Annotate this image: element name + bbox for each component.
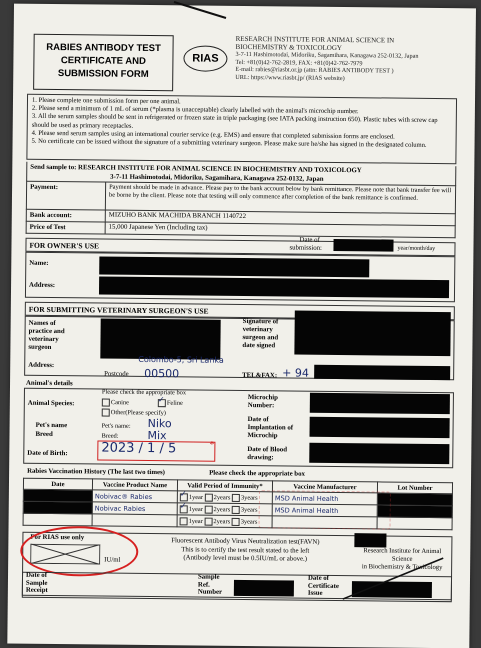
- pet-name-value: Niko: [147, 417, 172, 431]
- table-row: Nobivac Rabies ✓ 1year 2years 3years MSD Animal Health: [23, 501, 452, 517]
- vet-signature-label: Signature of veterinary surgeon and date signed: [242, 317, 279, 350]
- form-sheet: RABIES ANTIBODY TEST CERTIFICATE AND SUBMISSION FORM RIAS RESEARCH INSTITUTE FOR ANIMAL SCIENCE IN BIOCHEMISTRY & TOXICOLOGY 3-7-11 Hashimotodai, Midoriku, Sagamihara, Kanagawa 252-0132, Japan Tel: +81(0)42-762-2819, FAX: +81(0)42-762-7979 E-mail: rabies@riasbt.or.jp (attn: RABIES ANTIBODY TEST ) URL: https://www.riasbt.jp/ (RIAS website) 1. Please complete one submission form per one animal. 2. Please send a minimum of 1 mL of serum (*plasma is unacceptable) clearly labelled with the animal's microchip number. 3. All the serum samples should be sent in refrigerated or frozen state in triple packaging (see IATA packing instruction 650). Plastic tubes with screw cap should be used as primary receptacles. 4. Please send serum samples using an international courier service (e.g. EMS) and ensure that completed submission forms are enclosed. 5. No certificate can be issued without the signature of a submitting veterinary surgeon. Please make sure he/she has signed in the designated column. Send sample to: RESEARCH INSTITUTE FOR ANIMAL SCIENCE IN BIOCHEMISTRY AND TOXICOLOGY 3-7-11 Hashimotodai, Midoriku, Sagamihara, Kanagawa 252-0132, Japan Payment: Payment should be made in advance. Please pay to the bank account below by bank remittance. Please note that bank transfer fee will be borne by the client. Please note that testing will only commence after completion of the bank remittance is confirmed. Bank account: MIZUHO BANK MACHIDA BRANCH 1140722 Price of Test 15,000 Japanese Yen (Including tax) FOR OWNER'S USE Date of submission: year/month/day Name: Address: FOR SUBMITTING VETERINARY SURGEON'S USE Names of practice and veterinary surgeon Signature of veterinary surgeon and date signed Address: Colombo-5, Sri Lanka Postcode 00500 TEL&FAX: + 94 Animal's details Please check the appropriate box Animal Species: Canine ✓ Feline Other(Please specify) Microchip Number: Pet's name Breed Pet's name: Niko Breed: Mix Date of Implantation of Microchip Date of Birth: 2023 / 1 / 5 * Date of Blood drawing: Rabies Vaccination History (The last two times) Please check the appropriate box Date Vaccine Product Name Valid Period of Immunity* Vaccine Manufacturer Lot Number Nobivac® Rabies ✓ 1year 2years 3years MSD Animal Health Nobivac Rabies ✓ 1year 2years 3years MSD Animal Health 1year 2years 3years For RIAS use only IU/ml Fluorescent Antibody Virus Neutralization test(FAVN) This is to certify the test result stated to the left (Antibody level must be 0.5IU/mL or above.) Research Institute for Animal Science in Biochemistry & Toxicology Date of Sample Receipt Sample Ref. Number Date of Certificate Issue: [7, 4, 476, 648]
- breed-value: Mix: [147, 429, 167, 443]
- title-line: RABIES ANTIBODY TEST: [46, 41, 161, 55]
- redacted-ref: [234, 580, 294, 597]
- checkbox-checked[interactable]: [180, 493, 188, 501]
- title-line: SUBMISSION FORM: [57, 68, 149, 80]
- species-canine[interactable]: Canine: [102, 399, 129, 407]
- vet-names-label: Names of practice and veterinary surgeon: [28, 319, 65, 351]
- redacted-date-cell: [23, 489, 92, 502]
- pen-strike-icon: [338, 555, 448, 602]
- redacted-stamp: [354, 533, 386, 547]
- title-line: CERTIFICATE AND: [60, 55, 146, 67]
- species-other[interactable]: Other(Please specify): [102, 409, 166, 418]
- bank-row: Bank account: MIZUHO BANK MACHIDA BRANCH 1140722: [26, 210, 456, 227]
- redacted-blood-date: [309, 443, 449, 464]
- clinic-stamp-mark: [259, 490, 391, 529]
- redacted-microchip: [310, 393, 450, 414]
- table-row: Nobivac® Rabies ✓ 1year 2years 3years MSD Animal Health: [23, 489, 452, 505]
- rias-stamp-text: Research Institute for Animal Science in Biochemistry & Toxicology: [361, 547, 443, 572]
- instructions-box: 1. Please complete one submission form per one animal. 2. Please send a minimum of 1 mL of serum (*plasma is unacceptable) clearly labelled with the animal's microchip number. 3. All the serum samples should be sent in refrigerated or frozen state in triple packaging (see IATA packing instruction 650). Plastic tubes with screw cap should be used as primary receptacles. 4. Please send serum samples using an international courier service (e.g. EMS) and ensure that completed submission forms are enclosed. 5. No certificate can be issued without the signature of a submitting veterinary surgeon. Please make sure he/she has signed in the designated column.: [26, 94, 457, 164]
- redacted-date: [333, 239, 393, 252]
- redacted-phone: [314, 365, 450, 380]
- dob-value: 2023 / 1 / 5: [101, 440, 177, 457]
- table-header: Date Vaccine Product Name Valid Period of Immunity* Vaccine Manufacturer Lot Number: [23, 478, 452, 493]
- price-row: Price of Test 15,000 Japanese Yen (Including tax): [26, 222, 456, 239]
- favn-text: Fluorescent Antibody Virus Neutralization test(FAVN) This is to certify the test result stated to the left (Antibody level must be 0.5IU/mL or above.): [171, 537, 320, 563]
- checkbox[interactable]: [102, 399, 110, 407]
- vet-section-header: FOR SUBMITTING VETERINARY SURGEON'S USE: [25, 302, 455, 321]
- pen-mark-icon: [170, 0, 230, 22]
- checkbox[interactable]: [232, 505, 240, 513]
- rias-logo: RIAS: [183, 45, 227, 71]
- checkbox[interactable]: [205, 493, 213, 501]
- redacted-date-cell: [23, 501, 92, 514]
- redacted-signature: [294, 311, 450, 357]
- form-title: [33, 34, 174, 91]
- checkbox[interactable]: [102, 409, 110, 417]
- asterisk-icon: *: [209, 439, 215, 451]
- table-row: 1year 2years 3years: [23, 513, 452, 529]
- checkbox[interactable]: [232, 517, 240, 525]
- payment-row: Payment: Payment should be made in advance. Please pay to the bank account below by bank remittance. Please note that bank transfer fee will be borne by the client. Please note that testing will only commence after completion of the bank remittance is confirmed.: [26, 182, 456, 215]
- checkbox-checked[interactable]: [180, 505, 188, 513]
- checkbox[interactable]: [180, 517, 188, 525]
- redacted-implant-date: [309, 417, 449, 438]
- checkbox[interactable]: [232, 493, 240, 501]
- checkbox[interactable]: [205, 505, 213, 513]
- redacted-vet-name: [100, 319, 220, 360]
- send-to: Send sample to: RESEARCH INSTITUTE FOR ANIMAL SCIENCE IN BIOCHEMISTRY AND TOXICOLOGY 3-7-11 Hashimotodai, Midoriku, Sagamihara, Kanagawa 252-0132, Japan: [26, 162, 456, 187]
- species-feline[interactable]: ✓ Feline: [158, 399, 183, 407]
- owner-section-header: FOR OWNER'S USE: [25, 238, 455, 257]
- redacted-owner-address: [99, 276, 449, 298]
- org-address: RESEARCH INSTITUTE FOR ANIMAL SCIENCE IN BIOCHEMISTRY & TOXICOLOGY 3-7-11 Hashimotodai, Midoriku, Sagamihara, Kanagawa 252-0132, Japan Tel: +81(0)42-762-2819, FAX: +81(0)42-762-7979 E-mail: rabies@riasbt.or.jp (attn: RABIES ANTIBODY TEST ) URL: https://www.riasbt.jp/ (RIAS website): [235, 34, 419, 82]
- redacted-owner-name: [99, 256, 369, 277]
- checkbox[interactable]: [204, 517, 212, 525]
- checkbox-checked[interactable]: [158, 399, 166, 407]
